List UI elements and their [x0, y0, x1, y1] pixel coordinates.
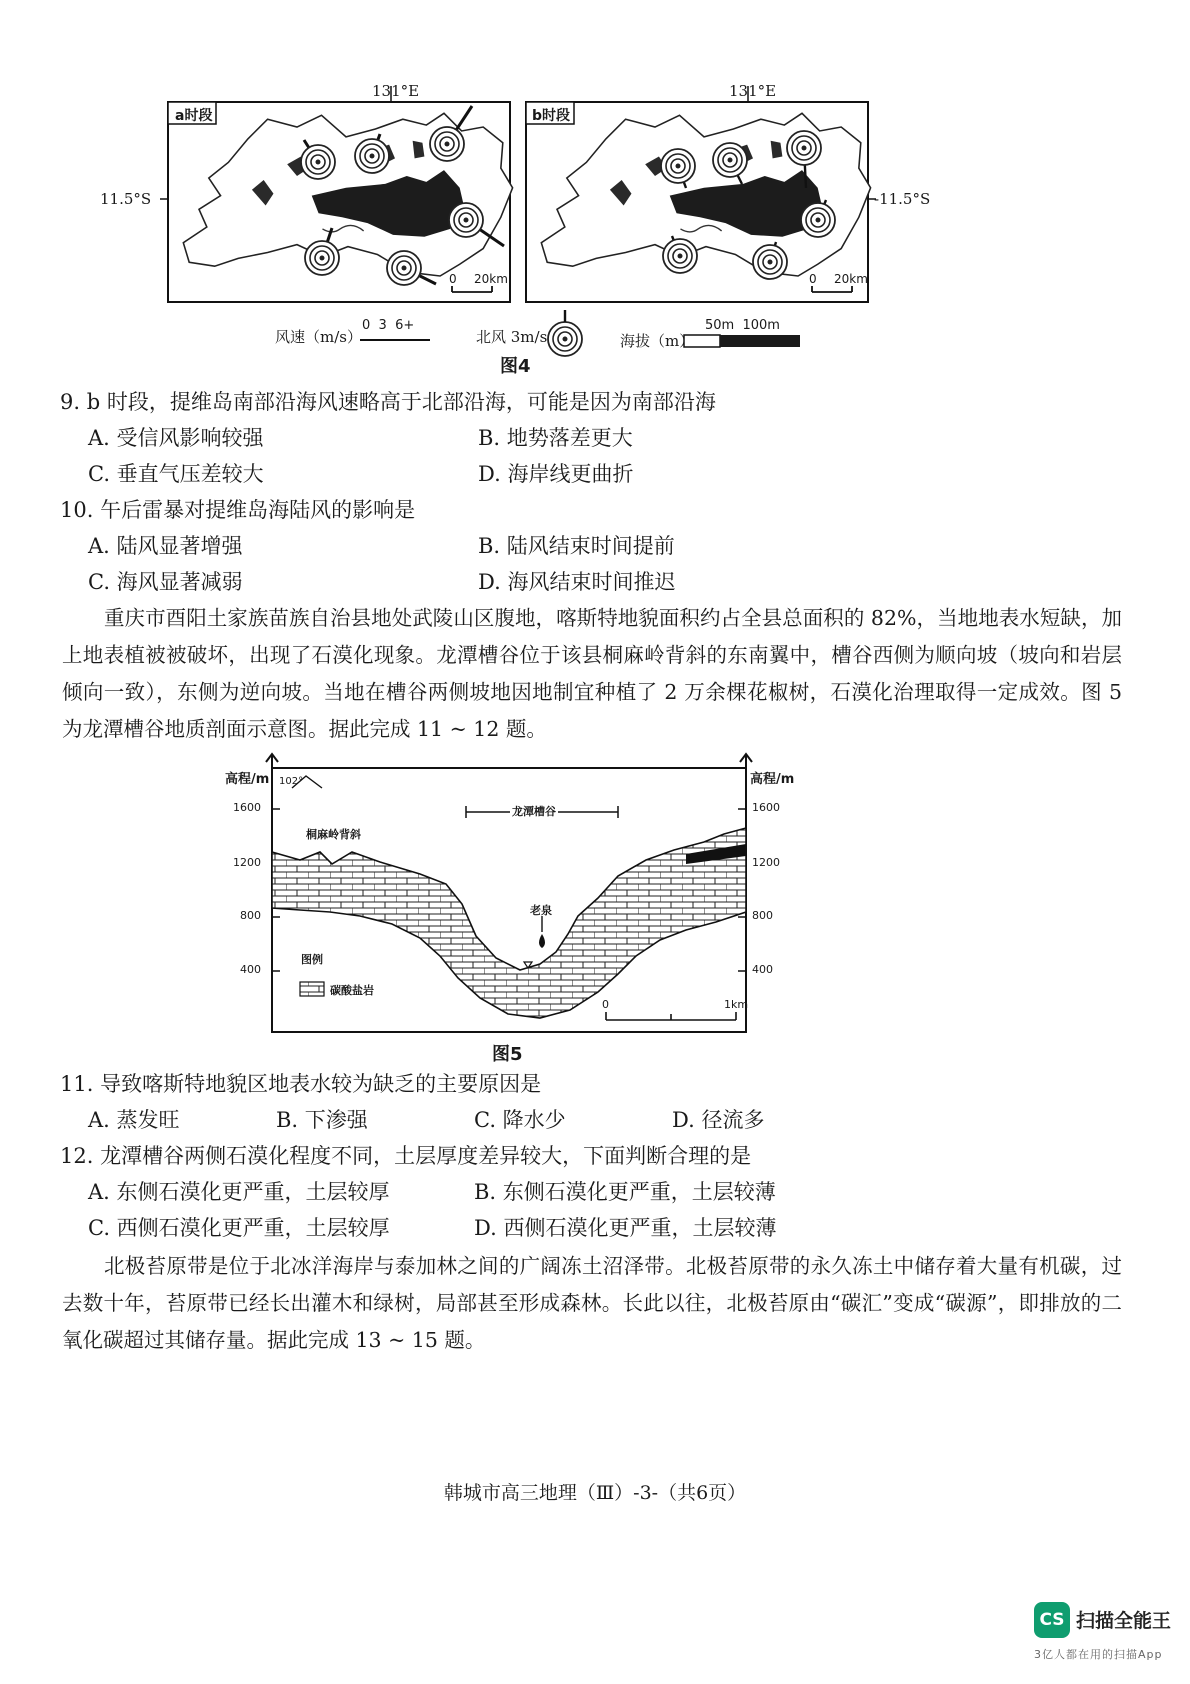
north-wind-symbol-icon: [548, 322, 582, 356]
f5-tick-right-1600: 1600: [752, 801, 780, 814]
latitude-label-left: 11.5°S: [100, 190, 152, 208]
q9-option-a: A. 受信风影响较强: [88, 426, 264, 450]
q11-option-d: D. 径流多: [672, 1108, 765, 1132]
map-panel-b: [526, 86, 876, 302]
f5-tick-right-400: 400: [752, 963, 773, 976]
longitude-label-b: 131°E: [729, 82, 777, 100]
passage-karst: 重庆市酉阳土家族苗族自治县地处武陵山区腹地，喀斯特地貌面积约占全县总面积的 82%，当地地表水短缺，加上地表植被被破坏，出现了石漠化现象。龙潭槽谷位于该县桐麻岭背斜的东南翼中，槽谷西侧为顺向坡（坡向和岩层倾向一致），东侧为逆向坡。当地在槽谷两侧坡地因地制宜种植了 2 万余棵花椒树，石漠化治理取得一定成效。图 5 为龙潭槽谷地质剖面示意图。据此完成 11 ~ 12 题。: [62, 606, 1122, 741]
question-10-stem: 10. 午后雷暴对提维岛海陆风的影响是: [60, 498, 416, 522]
q10-option-b: B. 陆风结束时间提前: [478, 534, 675, 558]
map-panel-a: [160, 86, 513, 302]
f5-right-axis-title: 高程/m: [750, 772, 795, 787]
figure5-caption: 图5: [492, 1044, 523, 1065]
question-12-stem: 12. 龙潭槽谷两侧石漠化程度不同，土层厚度差异较大，下面判断合理的是: [60, 1144, 752, 1168]
question-11-stem: 11. 导致喀斯特地貌区地表水较为缺乏的主要原因是: [60, 1072, 542, 1096]
f5-anticline-label: 桐麻岭背斜: [306, 828, 361, 841]
q12-option-c: C. 西侧石漠化更严重，土层较厚: [88, 1216, 390, 1240]
f5-tick-left-1600: 1600: [233, 801, 261, 814]
f5-tick-right-1200: 1200: [752, 856, 780, 869]
question-9-stem: 9. b 时段，提维岛南部沿海风速略高于北部沿海，可能是因为南部沿海: [60, 390, 716, 414]
q9-option-d: D. 海岸线更曲折: [478, 462, 634, 486]
q12-option-d: D. 西侧石漠化更严重，土层较薄: [474, 1216, 777, 1240]
camscanner-logo-icon: CS: [1034, 1602, 1070, 1638]
panel-b-label: b时段: [532, 108, 571, 124]
f5-spring-label: 老泉: [530, 904, 552, 917]
q9-option-b: B. 地势落差更大: [478, 426, 633, 450]
q9-option-c: C. 垂直气压差较大: [88, 462, 264, 486]
legend-speed-ticks: 0 3 6+: [362, 318, 415, 333]
q11-option-a: A. 蒸发旺: [88, 1108, 180, 1132]
f5-legend-title: 图例: [301, 953, 323, 966]
camscanner-name: 扫描全能王: [1076, 1610, 1172, 1632]
longitude-label-a: 131°E: [372, 82, 420, 100]
legend-elev-ticks: 50m 100m: [705, 318, 780, 333]
figure5-cross-section: [0, 752, 1190, 1052]
camscanner-tagline: 3亿人都在用的扫描App: [1034, 1648, 1163, 1661]
page-footer: 韩城市高三地理（Ⅲ）-3-（共6页）: [443, 1482, 747, 1504]
q12-option-a: A. 东侧石漠化更严重，土层较厚: [88, 1180, 390, 1204]
f5-valley-label: 龙潭槽谷: [512, 805, 556, 818]
legend-north-wind: 北风 3m/s: [476, 328, 548, 346]
q12-option-b: B. 东侧石漠化更严重，土层较薄: [474, 1180, 776, 1204]
legend-carbonate-swatch: [300, 982, 324, 996]
passage-tundra: 北极苔原带是位于北冰洋海岸与泰加林之间的广阔冻土沼泽带。北极苔原带的永久冻土中储存着大量有机碳，过去数十年，苔原带已经长出灌木和绿树，局部甚至形成森林。长此以往，北极苔原由“碳汇”变成“碳源”，即排放的二氧化碳超过其储存量。据此完成 13 ~ 15 题。: [62, 1254, 1122, 1352]
legend-speed-label: 风速（m/s）: [275, 328, 362, 346]
f5-dip-label: 102°: [279, 776, 304, 787]
q10-option-c: C. 海风显著减弱: [88, 570, 243, 594]
latitude-label-right: -11.5°S: [874, 190, 931, 208]
figure4-caption: 图4: [500, 356, 531, 377]
scale-a-dist: 20km: [474, 272, 508, 286]
q10-option-d: D. 海风结束时间推迟: [478, 570, 676, 594]
f5-tick-left-800: 800: [240, 909, 261, 922]
scale-b-zero: 0: [809, 272, 817, 286]
f5-tick-right-800: 800: [752, 909, 773, 922]
f5-legend-item: 碳酸盐岩: [330, 984, 374, 997]
f5-left-axis-title: 高程/m: [225, 772, 270, 787]
panel-a-label: a时段: [175, 108, 213, 124]
scale-b-dist: 20km: [834, 272, 868, 286]
f5-tick-left-400: 400: [240, 963, 261, 976]
legend-elev-label: 海拔（m）: [620, 332, 695, 350]
figure4-maps: [0, 80, 1190, 380]
q11-option-b: B. 下渗强: [276, 1108, 368, 1132]
q11-option-c: C. 降水少: [474, 1108, 566, 1132]
f5-tick-left-1200: 1200: [233, 856, 261, 869]
f5-scale-zero: 0: [602, 998, 609, 1011]
scale-a-zero: 0: [449, 272, 457, 286]
elev-high-swatch: [720, 335, 800, 347]
q10-option-a: A. 陆风显著增强: [88, 534, 243, 558]
f5-scale-dist: 1km: [724, 998, 749, 1011]
